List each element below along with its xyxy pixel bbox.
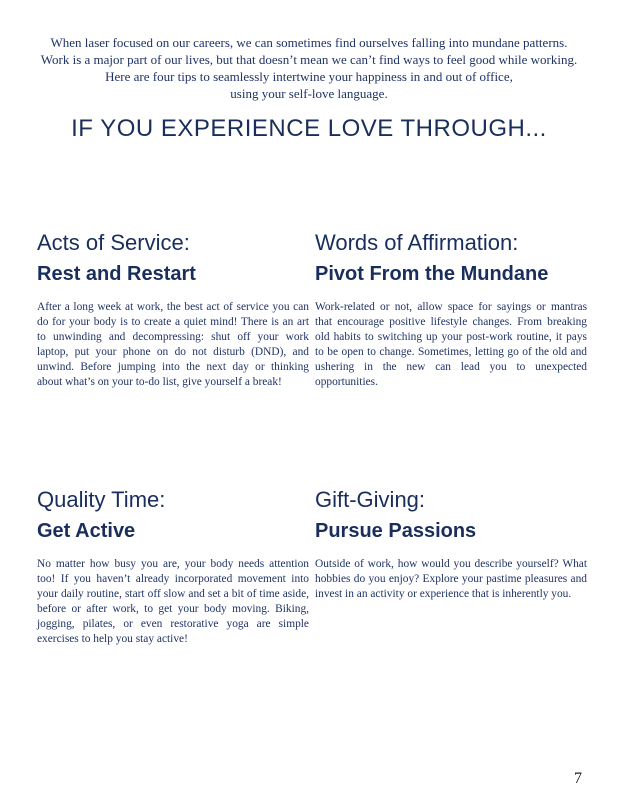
- tip-words-of-affirmation: [315, 229, 587, 390]
- tip-body: Outside of work, how would you describe yourself? What hobbies do you enjoy? Explore your pastime pleasures and invest in an activity or experience that is inherently you.: [315, 558, 587, 600]
- tip-category: Gift-Giving:: [315, 487, 426, 512]
- tip-body: Work-related or not, allow space for sayings or mantras that encourage positive lifestyle changes. From breaking old habits to switching up your post-work routine, it pays to be open to change. Sometimes, letting go of the old and ushering in the new can lead you to unexpected opportunities.: [315, 301, 587, 388]
- intro-line: Work is a major part of our lives, but that doesn’t mean we can’t find ways to feel good while working.: [40, 52, 578, 67]
- tip-category: Acts of Service:: [37, 230, 190, 255]
- tip-title: Pursue Passions: [315, 520, 477, 542]
- tip-category: Words of Affirmation:: [315, 230, 519, 255]
- tip-category: Quality Time:: [37, 487, 166, 512]
- tip-title: Rest and Restart: [37, 263, 196, 285]
- tip-gift-giving: [315, 486, 587, 602]
- tip-acts-of-service: [37, 229, 309, 390]
- page-number: 7: [574, 770, 582, 787]
- tip-body: No matter how busy you are, your body needs attention too! If you haven’t already incorporated movement into your daily routine, start off slow and set a bit of time aside, before or after work, to get your body moving. Biking, jogging, pilates, or even restorative yoga are simple exercises to help you stay active!: [37, 558, 309, 645]
- tip-title: Get Active: [37, 520, 136, 542]
- tip-body: After a long week at work, the best act of service you can do for your body is to create a quiet mind! There is an art to unwinding and decompressing: shut off your work laptop, put your phone on do not disturb (DND), and unwind. Before jumping into the next day or thinking about what’s on your to-do list, give yourself a break!: [37, 301, 309, 388]
- section-heading: IF YOU EXPERIENCE LOVE THROUGH...: [71, 115, 547, 142]
- intro-line: When laser focused on our careers, we can sometimes find ourselves falling into mundane patterns.: [50, 35, 568, 50]
- intro-line: using your self-love language.: [230, 86, 388, 101]
- intro-line: Here are four tips to seamlessly intertwine your happiness in and out of office,: [105, 69, 513, 84]
- tip-quality-time: [37, 486, 309, 647]
- intro-text: [20, 34, 598, 102]
- tip-title: Pivot From the Mundane: [315, 263, 549, 285]
